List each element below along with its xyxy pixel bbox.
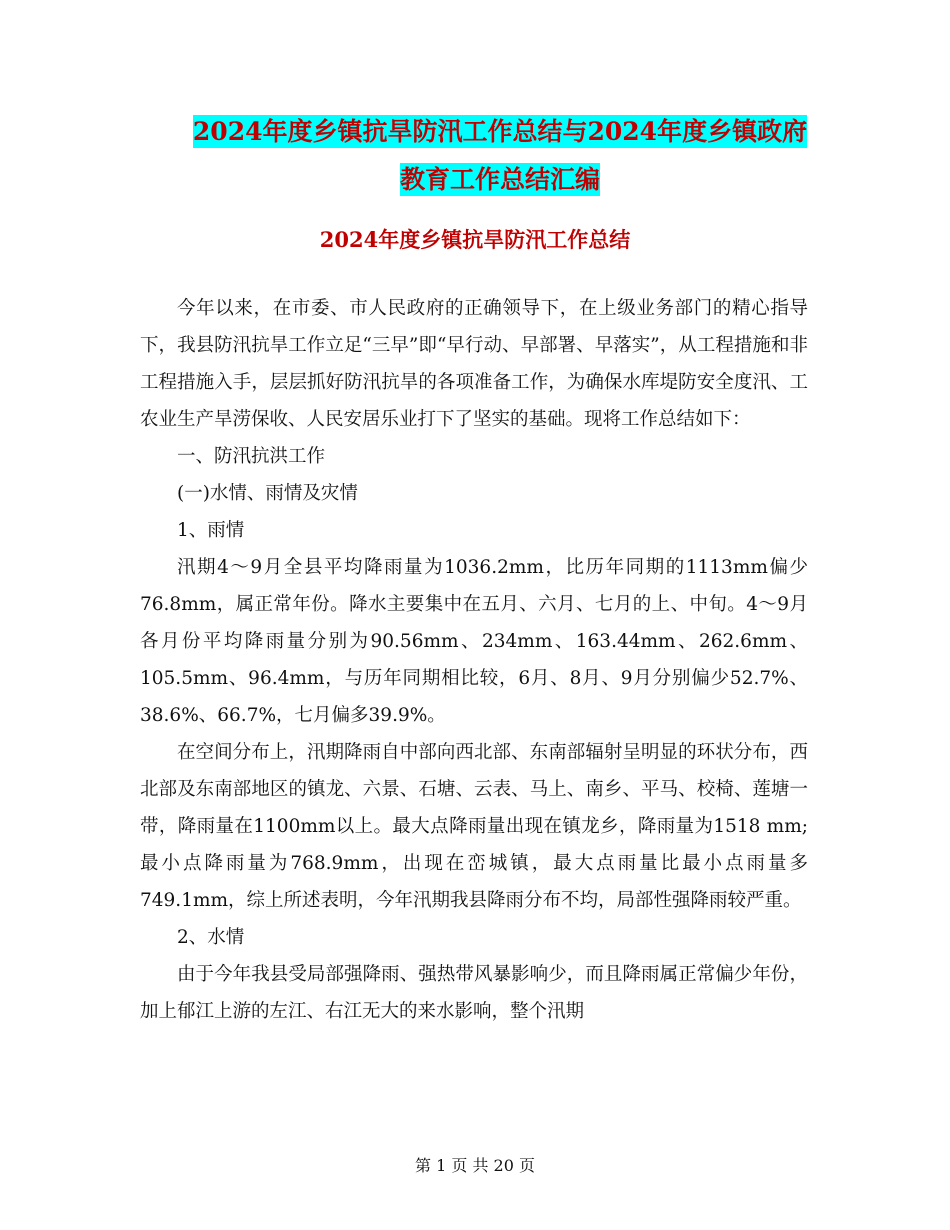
title-line-1: 2024年度乡镇抗旱防汛工作总结与2024年度乡镇政府	[192, 117, 808, 146]
paragraph-water-regime: 由于今年我县受局部强降雨、强热带风暴影响少，而且降雨属正常偏少年份，加上郁江上游的左江、右江无大的来水影响，整个汛期	[140, 964, 808, 1022]
heading-rainfall: 1、雨情	[177, 520, 245, 541]
document-body	[140, 290, 808, 1030]
heading-water-rain-disaster: (一)水情、雨情及灾情	[177, 483, 358, 504]
section-title: 2024年度乡镇抗旱防汛工作总结	[319, 227, 631, 252]
paragraph-spatial-distribution: 在空间分布上，汛期降雨自中部向西北部、东南部辐射呈明显的环状分布，西北部及东南部地区的镇龙、六景、石塘、云表、马上、南乡、平马、校椅、莲塘一带，降雨量在1100mm以上。最大点降雨量出现在镇龙乡，降雨量为1518 mm;最小点降雨量为768.9mm，出现在峦城镇，最大点雨量比最小点雨量多749.1mm，综上所述表明，今年汛期我县降雨分布不均，局部性强降雨较严重。	[140, 742, 808, 911]
document-title	[120, 108, 880, 204]
page-footer: 第 1 页 共 20 页	[415, 1156, 535, 1175]
heading-water-regime: 2、水情	[177, 927, 245, 948]
paragraph-intro: 今年以来，在市委、市人民政府的正确领导下，在上级业务部门的精心指导下，我县防汛抗旱工作立足“三早”即“早行动、早部署、早落实”，从工程措施和非工程措施入手，层层抓好防汛抗旱的各项准备工作，为确保水库堤防安全度汛、工农业生产旱涝保收、人民安居乐业打下了坚实的基础。现将工作总结如下：	[140, 298, 808, 430]
heading-flood-control: 一、防汛抗洪工作	[177, 446, 326, 467]
title-line-2: 教育工作总结汇编	[399, 165, 600, 194]
paragraph-rainfall: 汛期4～9月全县平均降雨量为1036.2mm，比历年同期的1113mm偏少76.8mm，属正常年份。降水主要集中在五月、六月、七月的上、中旬。4～9月各月份平均降雨量分别为90.56mm、234mm、163.44mm、262.6mm、105.5mm、96.4mm，与历年同期相比较，6月、8月、9月分别偏少52.7%、38.6%、66.7%，七月偏多39.9%。	[140, 557, 808, 726]
